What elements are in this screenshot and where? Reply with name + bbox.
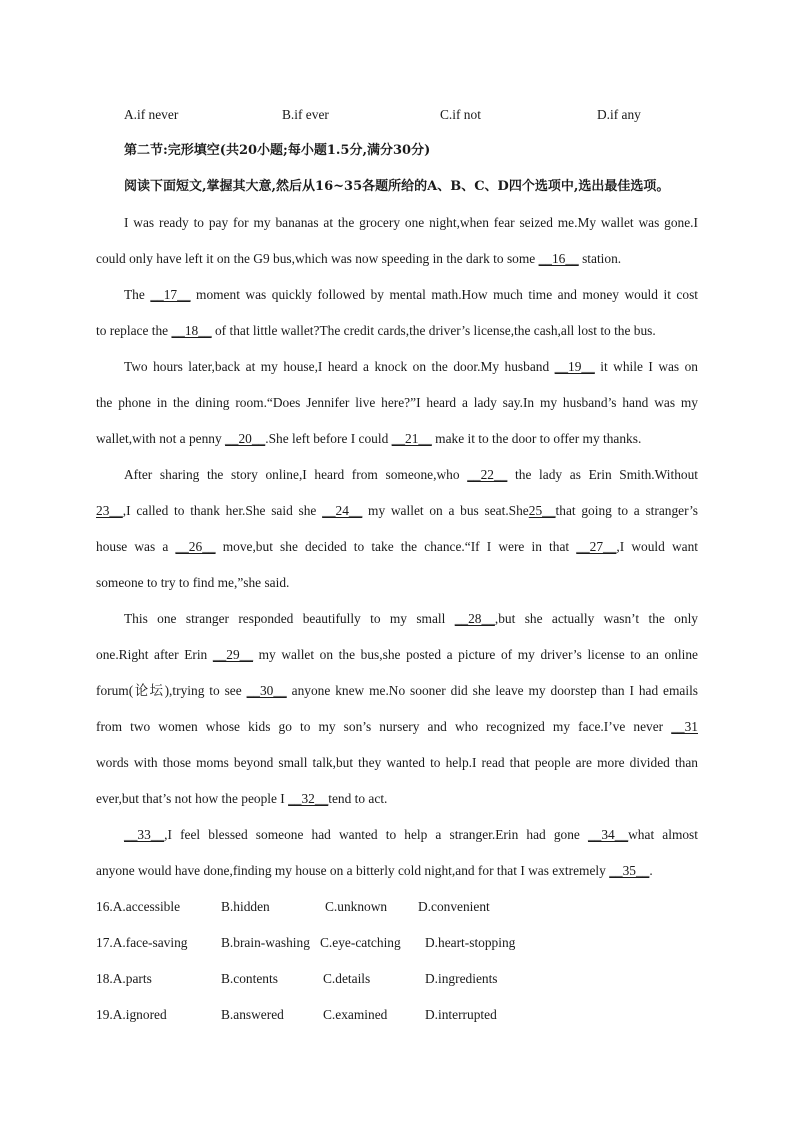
section-title: 第二节:完形填空(共20小题;每小题1.5分,满分30分)	[124, 143, 431, 158]
question-18-option-a: 18.A.parts	[96, 971, 152, 986]
blank-17: __17__	[150, 287, 191, 302]
option-a: A.if never	[124, 107, 179, 122]
blank-25: 25__	[528, 503, 556, 518]
blank-29: __29__	[212, 647, 254, 662]
question-18-option-b: B.contents	[221, 971, 278, 986]
section-instruction: 阅读下面短文,掌握其大意,然后从16~35各题所给的A、B、C、D四个选项中,选出最佳选项。	[124, 179, 670, 194]
blank-16: __16__	[538, 251, 579, 266]
blank-28: __28__	[454, 611, 495, 626]
blank-20: __20__	[225, 431, 266, 446]
passage-line: ever,but that’s not how the people I __32__tend to act.	[96, 791, 388, 806]
passage-line: someone to try to find me,”she said.	[96, 575, 290, 590]
blank-34: __34__	[587, 827, 629, 842]
passage-line: The __17__ moment was quickly followed by mental math.How much time and money would it cost	[124, 287, 698, 302]
passage-line: Two hours later,back at my house,I heard a knock on the door.My husband __19__ it while I was on	[124, 359, 698, 374]
passage-line: house was a __26__ move,but she decided to take the chance.“If I were in that __27__,I would want	[96, 539, 698, 554]
question-17-option-b: B.brain-washing	[221, 935, 310, 950]
blank-18: __18__	[171, 323, 212, 338]
option-d: D.if any	[597, 107, 641, 122]
option-c: C.if not	[440, 107, 481, 122]
question-16-option-d: D.convenient	[418, 899, 490, 914]
passage-line: wallet,with not a penny __20__.She left before I could __21__ make it to the door to offer my thanks.	[96, 431, 642, 446]
blank-35: __35__	[609, 863, 650, 878]
passage-line: words with those moms beyond small talk,but they wanted to help.I read that people are more divided than	[96, 755, 698, 770]
question-19-option-a: 19.A.ignored	[96, 1007, 167, 1022]
question-17-option-d: D.heart-stopping	[425, 935, 516, 950]
passage-line: 23__,I called to thank her.She said she __24__ my wallet on a bus seat.She25__that going to a stranger’s	[96, 503, 699, 518]
question-18-option-d: D.ingredients	[425, 971, 498, 986]
blank-27: __27__	[576, 539, 617, 554]
blank-21: __21__	[391, 431, 432, 446]
passage-line: could only have left it on the G9 bus,which was now speeding in the dark to some __16__ station.	[96, 251, 622, 266]
passage-line: to replace the __18__ of that little wallet?The credit cards,the driver’s license,the cash,all lost to the bus.	[96, 323, 656, 338]
passage-line: one.Right after Erin __29__ my wallet on the bus,she posted a picture of my driver’s license to an online	[96, 647, 698, 662]
question-17-option-a: 17.A.face-saving	[96, 935, 188, 950]
blank-26: __26__	[175, 539, 216, 554]
passage-line: I was ready to pay for my bananas at the grocery one night,when fear seized me.My wallet was gone.I	[124, 215, 698, 230]
blank-30: __30__	[246, 683, 287, 698]
option-b: B.if ever	[282, 107, 329, 122]
passage-line: __33__,I feel blessed someone had wanted to help a stranger.Erin had gone __34__what almost	[124, 827, 698, 842]
question-17-option-c: C.eye-catching	[320, 935, 401, 950]
passage-line: forum(论坛),trying to see __30__ anyone knew me.No sooner did she leave my doorstep than I had emails	[96, 683, 698, 698]
question-19-option-c: C.examined	[323, 1007, 388, 1022]
passage-line: anyone would have done,finding my house on a bitterly cold night,and for that I was extremely __35__.	[96, 863, 653, 878]
question-16-option-b: B.hidden	[221, 899, 270, 914]
question-16-option-a: 16.A.accessible	[96, 899, 181, 914]
passage-line: the phone in the dining room.“Does Jennifer live here?”I heard a lady say.In my husband’s hand was my	[96, 395, 698, 410]
blank-24: __24__	[322, 503, 363, 518]
blank-31: __31	[671, 719, 698, 734]
question-16-option-c: C.unknown	[325, 899, 388, 914]
passage-line: from two women whose kids go to my son’s nursery and who recognized my face.I’ve never __31	[96, 719, 698, 734]
question-19-option-d: D.interrupted	[425, 1007, 497, 1022]
question-19-option-b: B.answered	[221, 1007, 284, 1022]
passage-line: This one stranger responded beautifully to my small __28__,but she actually wasn’t the only	[124, 611, 698, 626]
question-18-option-c: C.details	[323, 971, 371, 986]
blank-32: __32__	[288, 791, 329, 806]
blank-22: __22__	[467, 467, 508, 482]
passage-line: After sharing the story online,I heard from someone,who __22__ the lady as Erin Smith.Without	[124, 467, 698, 482]
blank-23: 23__	[96, 503, 123, 518]
blank-33: __33__	[124, 827, 165, 842]
blank-19: __19__	[554, 359, 595, 374]
